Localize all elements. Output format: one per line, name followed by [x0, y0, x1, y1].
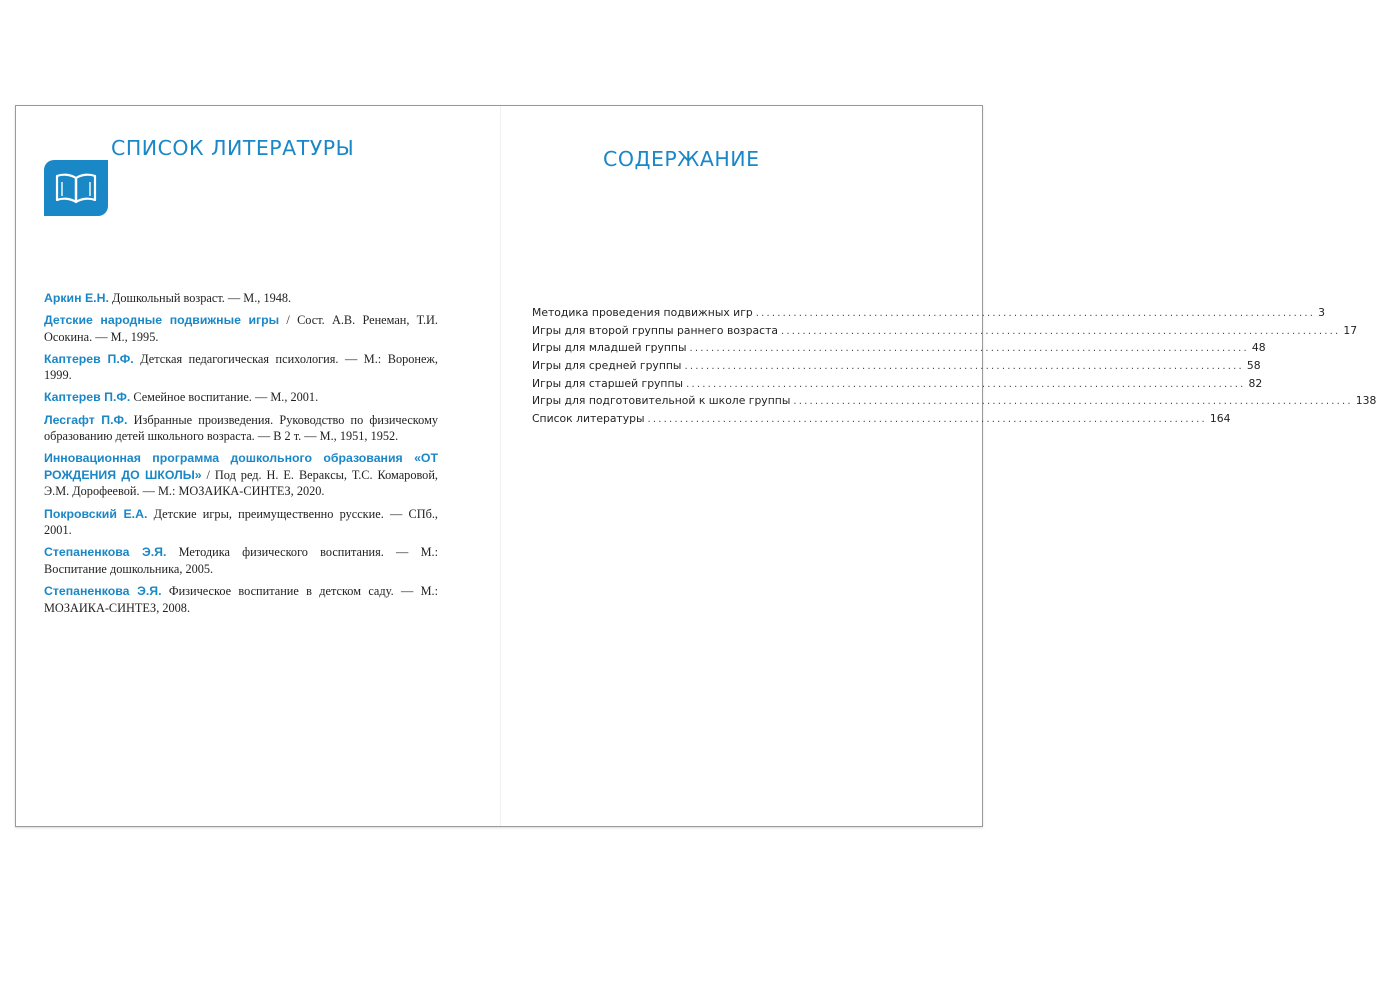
- table-of-contents: [532, 306, 1376, 430]
- bib-item: [44, 412, 438, 445]
- bib-text: / Под ред. Н. Е. Веракcы, Т.С. Комаровой, Э.М. Дорофеевой. — М.: МОЗАИКА-СИНТЕЗ, 2020.: [44, 467, 438, 499]
- toc-entry[interactable]: [532, 412, 1231, 430]
- book-badge: [44, 160, 108, 216]
- bib-text: Методика физического воспитания. — М.: Воспитание дошкольника, 2005.: [44, 545, 438, 576]
- toc-entry[interactable]: [532, 323, 1358, 342]
- toc-page: 3: [1318, 306, 1325, 319]
- bib-author: Степаненкова Э.Я.: [44, 583, 162, 598]
- toc-leader: ........................................................................................................: [684, 361, 1244, 373]
- toc-label: Игры для средней группы: [532, 359, 682, 373]
- toc-leader: ........................................................................................................: [647, 414, 1207, 426]
- toc-entry[interactable]: [532, 341, 1266, 359]
- bibliography-title: СПИСОК ЛИТЕРАТУРЫ: [111, 136, 355, 160]
- bib-item: [44, 351, 438, 384]
- bib-item: [44, 450, 438, 500]
- toc-page: 17: [1343, 323, 1358, 337]
- toc-leader: ........................................................................................................: [755, 308, 1316, 319]
- toc-leader: ........................................................................................................: [793, 396, 1353, 408]
- bibliography-list: [44, 290, 438, 622]
- toc-label: Игры для старшей группы: [532, 376, 684, 390]
- toc-entry[interactable]: [532, 394, 1376, 412]
- bib-text: Избранные произведения. Руководство по физическому образованию детей школьного возраста. — В 2 т. — М., 1951, 1952.: [44, 412, 438, 444]
- toc-label: Игры для подготовительной к школе группы: [532, 394, 791, 408]
- bib-text: Детская педагогическая психология. — М.: Воронеж, 1999.: [44, 351, 438, 383]
- toc-leader: ........................................................................................................: [689, 343, 1249, 355]
- toc-page: 58: [1246, 359, 1261, 373]
- bib-item: [44, 544, 438, 577]
- bib-author: Аркин Е.Н.: [44, 291, 109, 305]
- toc-leader: ........................................................................................................: [780, 325, 1341, 337]
- toc-page: 48: [1251, 341, 1266, 355]
- toc-label: Методика проведения подвижных игр: [532, 306, 753, 319]
- page-fold: [500, 106, 501, 826]
- bib-item: [44, 506, 438, 539]
- toc-label: Игры для младшей группы: [532, 341, 687, 355]
- bib-item: [44, 583, 438, 616]
- toc-page: 138: [1355, 394, 1376, 408]
- bib-author: Детские народные подвижные игры: [44, 313, 280, 328]
- bib-author: Лесгафт П.Ф.: [44, 412, 128, 427]
- bib-text: Семейное воспитание. — М., 2001.: [130, 390, 319, 405]
- contents-title: СОДЕРЖАНИЕ: [603, 147, 760, 171]
- toc-leader: ........................................................................................................: [686, 378, 1246, 390]
- bib-author: Каптерев П.Ф.: [44, 390, 131, 405]
- bib-author: Покровский Е.А.: [44, 506, 148, 521]
- bib-text: Физическое воспитание в детском саду. — М.: МОЗАИКА-СИНТЕЗ, 2008.: [44, 583, 439, 615]
- bib-item: [44, 290, 438, 307]
- bib-author: Инновационная программа дошкольного образования «ОТ РОЖДЕНИЯ ДО ШКОЛЫ»: [44, 451, 438, 482]
- bib-text: Детские игры, преимущественно русские. — СПб., 2001.: [44, 506, 438, 538]
- toc-label: Игры для второй группы раннего возраста: [532, 323, 778, 337]
- toc-entry[interactable]: [532, 306, 1325, 324]
- bib-text: Дошкольный возраст. — М., 1948.: [108, 291, 292, 305]
- toc-entry[interactable]: [532, 376, 1263, 395]
- toc-entry[interactable]: [532, 359, 1261, 377]
- bib-text: / Сост. А.В. Ренеман, Т.И. Осокина. — М., 1995.: [44, 313, 438, 344]
- toc-label: Список литературы: [532, 412, 645, 426]
- bib-item: [44, 312, 438, 345]
- bib-item: [44, 389, 438, 406]
- bib-author: Каптерев П.Ф.: [44, 351, 134, 366]
- open-book-icon: [54, 172, 98, 204]
- bib-author: Степаненкова Э.Я.: [44, 545, 167, 560]
- toc-page: 82: [1248, 376, 1263, 390]
- toc-page: 164: [1209, 412, 1231, 426]
